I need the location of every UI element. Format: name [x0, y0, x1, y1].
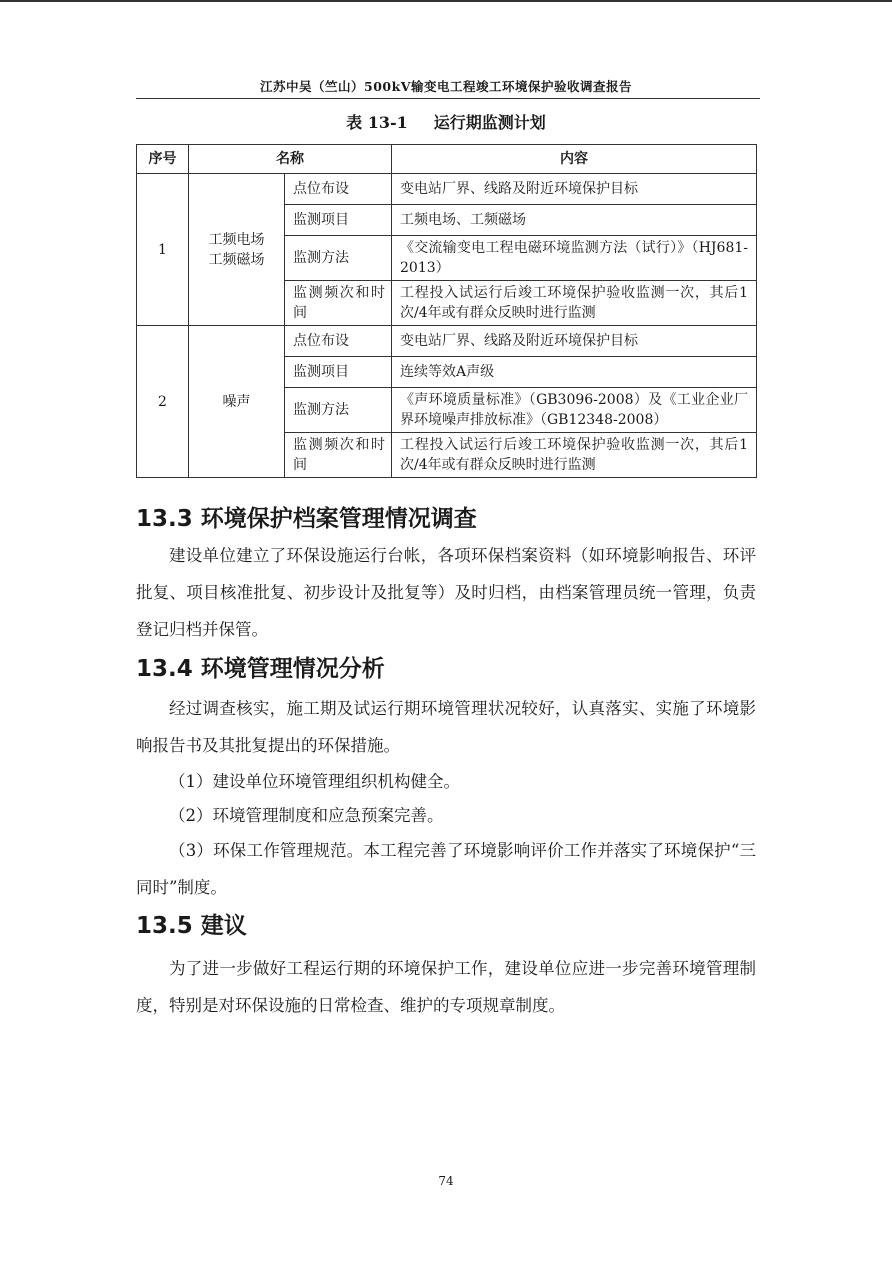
table-caption-title: 运行期监测计划 — [433, 113, 546, 132]
item-content: 变电站厂界、线路及附近环境保护目标 — [392, 326, 757, 357]
paragraph: 建设单位建立了环保设施运行台帐，各项环保档案资料（如环境影响报告、环评批复、项目核准批复、初步设计及批复等）及时归档，由档案管理员统一管理，负责登记归档并保管。 — [136, 546, 756, 639]
section-heading-13-3: 13.3 环境保护档案管理情况调查 — [136, 506, 477, 532]
section-heading-13-4: 13.4 环境管理情况分析 — [136, 656, 385, 682]
item-label: 监测方法 — [285, 236, 392, 281]
name-line: 工频电场 — [208, 231, 265, 248]
table-caption — [136, 110, 756, 133]
item-content: 《交流输变电工程电磁环境监测方法（试行）》（HJ681-2013） — [392, 236, 757, 281]
seq-cell: 1 — [137, 174, 189, 326]
item-content: 工频电场、工频磁场 — [392, 205, 757, 236]
paragraph: 经过调查核实，施工期及试运行期环境管理状况较好，认真落实、实施了环境影响报告书及其批复提出的环保措施。 — [136, 699, 756, 755]
list-item: （3）环保工作管理规范。本工程完善了环境影响评价工作并落实了环境保护“三同时”制度。 — [136, 841, 756, 897]
item-content: 连续等效A声级 — [392, 357, 757, 388]
item-content: 工程投入试运行后竣工环境保护验收监测一次，其后1次/4年或有群众反映时进行监测 — [392, 281, 757, 326]
header-rule — [136, 98, 760, 99]
item-content: 变电站厂界、线路及附近环境保护目标 — [392, 174, 757, 205]
header-name: 名称 — [189, 145, 392, 174]
item-label: 点位布设 — [285, 174, 392, 205]
running-header: 江苏中吴（竺山）500kV输变电工程竣工环境保护验收调查报告 — [260, 79, 632, 94]
item-label: 监测频次和时间 — [285, 281, 392, 326]
name-cell — [189, 326, 285, 478]
item-content: 《声环境质量标准》（GB3096-2008）及《工业企业厂界环境噪声排放标准》（GB12348-2008） — [392, 388, 757, 433]
list-item: （1）建设单位环境管理组织机构健全。 — [169, 772, 460, 791]
item-label: 监测频次和时间 — [285, 433, 392, 478]
item-content: 工程投入试运行后竣工环境保护验收监测一次，其后1次/4年或有群众反映时进行监测 — [392, 433, 757, 478]
table-caption-number: 表 13-1 — [346, 113, 408, 132]
table-row — [137, 174, 757, 205]
list-item: （2）环境管理制度和应急预案完善。 — [169, 806, 444, 825]
name-line: 噪声 — [222, 393, 251, 410]
header-content: 内容 — [392, 145, 757, 174]
name-cell — [189, 174, 285, 326]
section-heading-13-5: 13.5 建议 — [136, 913, 247, 939]
page-top-border — [0, 0, 892, 2]
paragraph: 为了进一步做好工程运行期的环境保护工作，建设单位应进一步完善环境管理制度，特别是对环保设施的日常检查、维护的专项规章制度。 — [136, 959, 756, 1015]
item-label: 监测项目 — [285, 357, 392, 388]
table-row — [137, 326, 757, 357]
page-number: 74 — [438, 1174, 454, 1188]
seq-cell: 2 — [137, 326, 189, 478]
name-line: 工频磁场 — [208, 251, 265, 268]
header-seq: 序号 — [137, 145, 189, 174]
item-label: 监测项目 — [285, 205, 392, 236]
monitoring-plan-table — [136, 144, 757, 478]
item-label: 监测方法 — [285, 388, 392, 433]
item-label: 点位布设 — [285, 326, 392, 357]
table-header-row — [137, 145, 757, 174]
